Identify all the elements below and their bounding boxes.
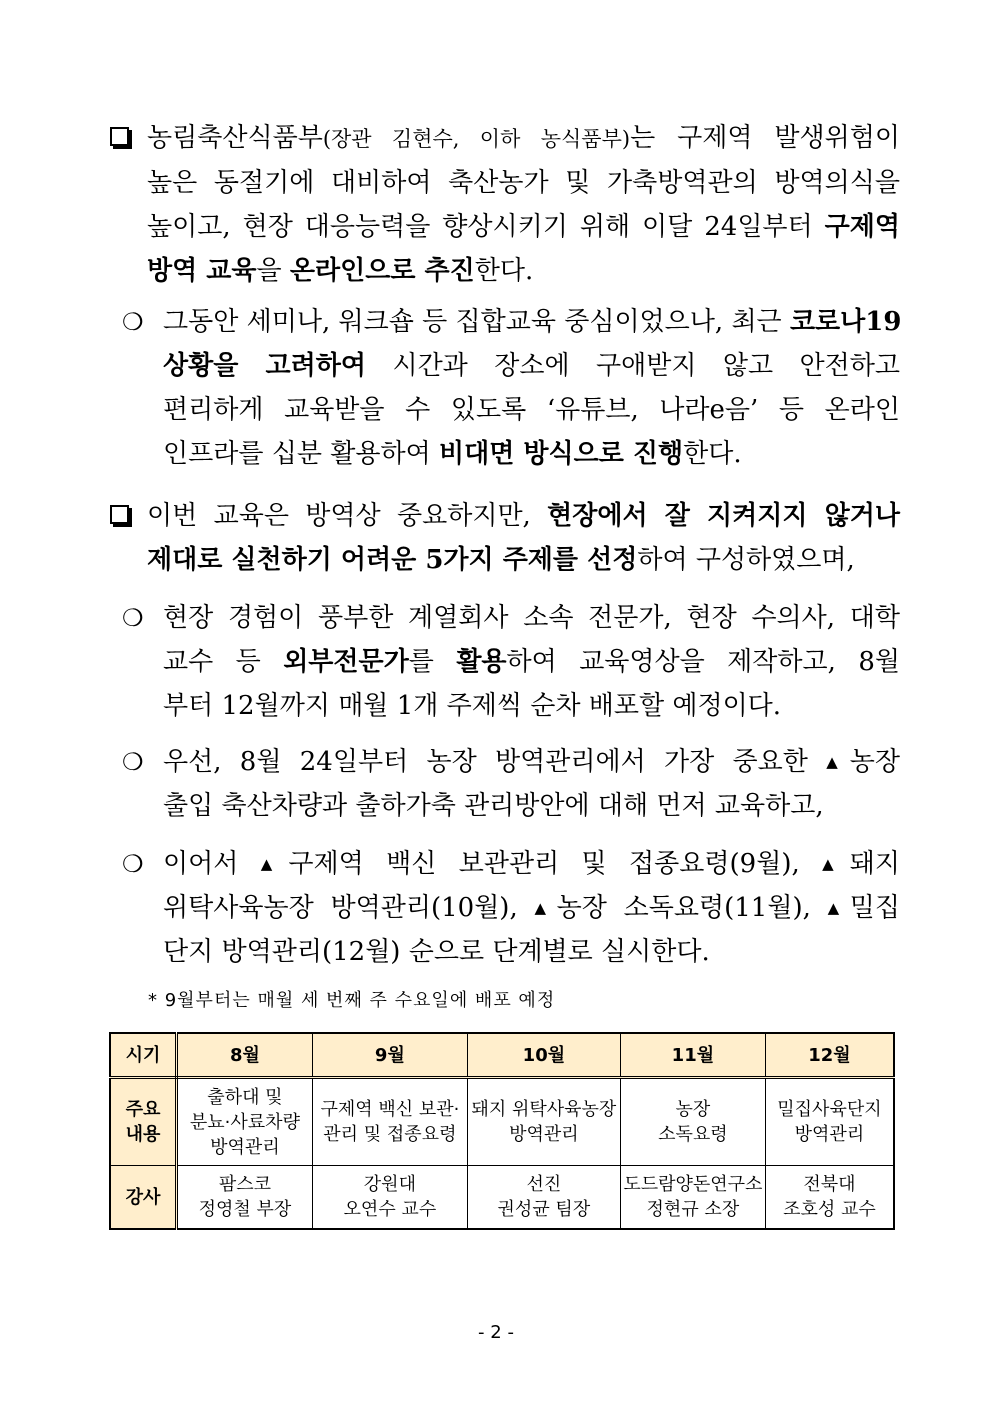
circle-bullet-icon: ❍ [122,748,144,776]
table-cell: 전북대 조호성 교수 [765,1166,894,1230]
circle-bullet-icon: ❍ [122,604,144,632]
header-cell: 9월 [312,1033,467,1078]
table-cell: 출하대 및 분뇨·사료차량 방역관리 [177,1078,313,1166]
table-cell: 구제역 백신 보관· 관리 및 접종요령 [312,1078,467,1166]
row-label: 강사 [110,1166,177,1230]
triangle-bullet-icon: ▲ [822,855,848,873]
paragraph-online-method: ❍ 그동안 세미나, 워크숍 등 집합교육 중심이었으나, 최근 코로나19 상황을 고려하여 시간과 장소에 구애받지 않고 안전하고 편리하게 교육받을 수 있도록 ‘유튜브, 나라e음’ 등 온라인 인프라를 십분 활용하여 비대면 방식으로 진행한다. [122,300,900,476]
table-cell: 도드람양돈연구소 정현규 소장 [620,1166,765,1230]
table-cell: 밀집사육단지 방역관리 [765,1078,894,1166]
square-bullet-icon [110,494,129,538]
paragraph-intro: 농림축산식품부(장관 김현수, 이하 농식품부)는 구제역 발생위험이 높은 동절기에 대비하여 축산농가 및 가축방역관의 방역의식을 높이고, 현장 대응능력을 향상시키기 위해 이달 24일부터 구제역 방역 교육을 온라인으로 추진한다. [110,116,900,293]
table-header-row [110,1033,894,1078]
table-cell: 농장 소독요령 [620,1078,765,1166]
triangle-bullet-icon: ▲ [260,855,287,873]
paragraph-experts: ❍ 현장 경험이 풍부한 계열회사 소속 전문가, 현장 수의사, 대학 교수 등 외부전문가를 활용하여 교육영상을 제작하고, 8월 부터 12월까지 매월 1개 주제씩 순차 배포할 예정이다. [122,596,900,728]
table-cell: 돼지 위탁사육농장 방역관리 [467,1078,620,1166]
table-cell: 선진 권성균 팀장 [467,1166,620,1230]
header-cell: 11월 [620,1033,765,1078]
schedule-table [109,1032,895,1230]
header-cell: 8월 [177,1033,313,1078]
triangle-bullet-icon: ▲ [534,899,555,917]
table-cell: 팜스코 정영철 부장 [177,1166,313,1230]
circle-bullet-icon: ❍ [122,850,144,878]
table-row [110,1078,894,1166]
header-cell: 12월 [765,1033,894,1078]
row-label: 주요 내용 [110,1078,177,1166]
footnote: * 9월부터는 매월 세 번째 주 수요일에 배포 예정 [148,990,556,1011]
circle-bullet-icon: ❍ [122,308,144,336]
page-number: - 2 - [478,1322,514,1343]
paragraph-schedule: ❍ 이어서 ▲구제역 백신 보관관리 및 접종요령(9월), ▲돼지 위탁사육농장 방역관리(10월), ▲농장 소독요령(11월), ▲밀집 단지 방역관리(12월) 순으로 단계별로 실시한다. [122,842,900,974]
square-bullet-icon [110,116,129,160]
header-cell: 시기 [110,1033,177,1078]
paragraph-topics: 이번 교육은 방역상 중요하지만, 현장에서 잘 지켜지지 않거나 제대로 실천하기 어려운 5가지 주제를 선정하여 구성하였으며, [110,494,900,582]
table-row [110,1166,894,1230]
paragraph-first-topic: ❍ 우선, 8월 24일부터 농장 방역관리에서 가장 중요한 ▲농장 출입 축산차량과 출하가축 관리방안에 대해 먼저 교육하고, [122,740,900,828]
table-cell: 강원대 오연수 교수 [312,1166,467,1230]
triangle-bullet-icon: ▲ [826,753,848,771]
triangle-bullet-icon: ▲ [827,899,848,917]
header-cell: 10월 [467,1033,620,1078]
